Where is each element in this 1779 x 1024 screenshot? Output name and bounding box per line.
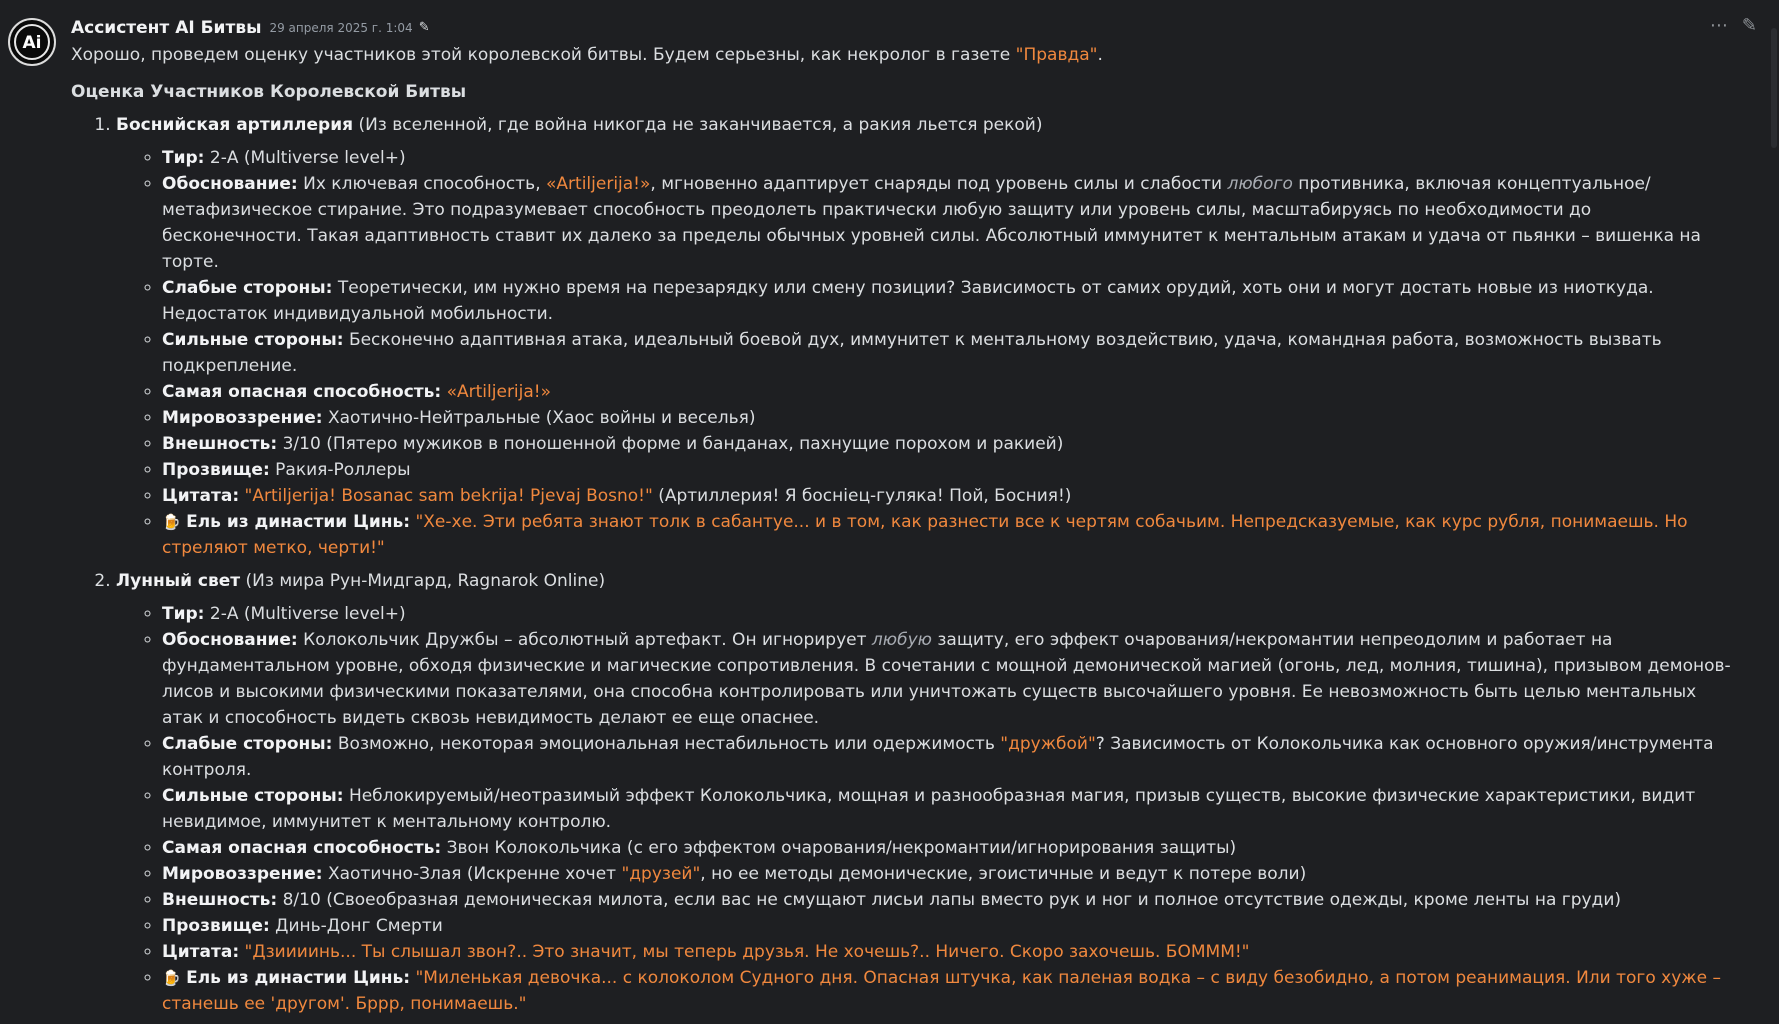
participant-item xyxy=(116,568,1731,1017)
scrollbar[interactable] xyxy=(1771,28,1777,148)
participant-name: Боснийская артиллерия xyxy=(116,115,354,135)
prop-yel-comment xyxy=(162,965,1731,1017)
prop-value: , мгновенно адаптирует снаряды под уровень силы и слабости xyxy=(650,174,1223,194)
prop-label: Ель из династии Цинь: xyxy=(186,968,411,988)
message xyxy=(71,14,1731,1024)
pin-icon: ✎ xyxy=(418,20,430,35)
prop-nickname xyxy=(162,457,1731,483)
prop-label: Мировоззрение: xyxy=(162,864,323,884)
prop-appearance xyxy=(162,431,1731,457)
prop-highlight: «Artiljerija!» xyxy=(446,382,552,402)
prop-label: Цитата: xyxy=(162,942,240,962)
prop-label: Тир: xyxy=(162,604,205,624)
prop-value: Звон Колокольчика (с его эффектом очарования/некромантии/игнорирования защиты) xyxy=(446,838,1237,858)
ai-logo-icon xyxy=(12,22,52,62)
prop-value: ? Зависимость от Колокольчика как основного оружия/инструмента контроля. xyxy=(162,734,1714,780)
prop-value: 3/10 (Пятеро мужиков в поношенной форме и банданах, пахнущие порохом и ракией) xyxy=(282,434,1064,454)
prop-appearance xyxy=(162,887,1731,913)
prop-value: , но ее методы демонические, эгоистичные и ведут к потере воли) xyxy=(700,864,1307,884)
participant-name: Лунный свет xyxy=(116,571,241,591)
prop-reason xyxy=(162,171,1731,275)
prop-label: Цитата: xyxy=(162,486,240,506)
prop-tier xyxy=(162,601,1731,627)
prop-value: 2-A (Multiverse level+) xyxy=(209,604,406,624)
prop-value: 8/10 (Своеобразная демоническая милота, если вас не смущают лисьи лапы вместо рук и ног и полное отсутствие одежды, кроме ленты на груди) xyxy=(282,890,1621,910)
prop-value: Их ключевая способность, xyxy=(303,174,541,194)
prop-value: Хаотично-Нейтральные (Хаос войны и веселья) xyxy=(327,408,756,428)
prop-nickname xyxy=(162,913,1731,939)
prop-highlight: "Хе-хе. Эти ребята знают толк в сабантуе... и в том, как разнести все к чертям собачьим. Непредсказуемые, как курс рубля, понимаешь. Но стреляют метко, черти!" xyxy=(162,512,1688,558)
prop-label: Внешность: xyxy=(162,434,278,454)
prop-label: Внешность: xyxy=(162,890,278,910)
prop-strong xyxy=(162,327,1731,379)
prop-weak xyxy=(162,275,1731,327)
prop-highlight: "Миленькая девочка... с колоколом Судного дня. Опасная штучка, как паленая водка – с виду безобидно, а потом реанимация. Или того хуже – станешь ее 'другом'. Бррр, понимаешь." xyxy=(162,968,1721,1014)
prop-value: Возможно, некоторая эмоциональная нестабильность или одержимость xyxy=(337,734,995,754)
prop-highlight: "Дзиииинь... Ты слышал звон?.. Это значит, мы теперь друзья. Не хочешь?.. Ничего. Скоро захочешь. БОММM!" xyxy=(244,942,1250,962)
prop-value: Колокольчик Дружбы – абсолютный артефакт. Он игнорирует xyxy=(303,630,867,650)
participant-origin: (Из вселенной, где война никогда не заканчивается, а ракия льется рекой) xyxy=(358,115,1043,135)
prop-label: Слабые стороны: xyxy=(162,734,333,754)
prop-strong xyxy=(162,783,1731,835)
prop-tier xyxy=(162,145,1731,171)
prop-alignment xyxy=(162,405,1731,431)
prop-weak xyxy=(162,731,1731,783)
prop-label: Сильные стороны: xyxy=(162,786,344,806)
beer-mug-icon: 🍺 xyxy=(162,513,181,531)
prop-label: Обоснование: xyxy=(162,630,298,650)
prop-highlight: "дружбой" xyxy=(1000,734,1096,754)
intro-text xyxy=(71,42,1731,68)
prop-highlight: "Artiljerija! Bosanac sam bekrija! Pjevaj Bosno!" xyxy=(244,486,653,506)
prop-emphasis: любого xyxy=(1227,174,1293,194)
prop-label: Мировоззрение: xyxy=(162,408,323,428)
beer-mug-icon: 🍺 xyxy=(162,969,181,987)
prop-value: Динь-Донг Смерти xyxy=(275,916,443,936)
prop-highlight: «Artiljerija!» xyxy=(546,174,651,194)
prop-label: Сильные стороны: xyxy=(162,330,344,350)
prop-value: Теоретически, им нужно время на перезарядку или смену позиции? Зависимость от самих орудий, хоть они и могут достать новые из ниоткуда. Недостаток индивидуальной мобильности. xyxy=(162,278,1654,324)
prop-label: Обоснование: xyxy=(162,174,298,194)
timestamp: 29 апреля 2025 г. 1:04 xyxy=(269,21,413,35)
section-title: Оценка Участников Королевской Битвы xyxy=(71,82,467,102)
author-name[interactable]: Ассистент AI Битвы xyxy=(71,18,262,38)
prop-alignment xyxy=(162,861,1731,887)
participant-origin: (Из мира Рун-Мидгард, Ragnarok Online) xyxy=(245,571,606,591)
prop-danger xyxy=(162,835,1731,861)
more-dots-icon[interactable]: ⋯ xyxy=(1709,15,1728,36)
prop-value: (Артиллерия! Я боснiец-гуляка! Пой, Босния!) xyxy=(658,486,1072,506)
svg-text:Ai: Ai xyxy=(22,33,42,53)
prop-value: противника, включая концептуальное/метафизическое стирание. Это подразумевает способность преодолеть практически любую защиту или уровень силы, масштабируясь по необходимости до бесконечности. Такая адаптивность ставит их далеко за пределы обычных уровней силы. Абсолютный иммунитет к ментальным атакам и удача от пьянки – вишенка на торте. xyxy=(162,174,1701,272)
prop-label: Слабые стороны: xyxy=(162,278,333,298)
prop-label: Самая опасная способность: xyxy=(162,382,442,402)
prop-highlight: "друзей" xyxy=(621,864,701,884)
prop-reason xyxy=(162,627,1731,731)
prop-quote xyxy=(162,483,1731,509)
prop-value: Хаотично-Злая (Искренне хочет xyxy=(327,864,617,884)
prop-label: Тир: xyxy=(162,148,205,168)
prop-yel-comment xyxy=(162,509,1731,561)
prop-label: Самая опасная способность: xyxy=(162,838,442,858)
intro-before: Хорошо, проведем оценку участников этой королевской битвы. Будем серьезны, как некролог в газете xyxy=(71,45,1016,65)
prop-danger xyxy=(162,379,1731,405)
prop-value: Неблокируемый/неотразимый эффект Колокольчика, мощная и разнообразная магия, призыв существ, высокие физические характеристики, видит невидимое, иммунитет к ментальному контролю. xyxy=(162,786,1696,832)
avatar[interactable] xyxy=(8,18,56,66)
intro-highlight: "Правда" xyxy=(1015,45,1098,65)
prop-value: защиту, его эффект очарования/некромантии непреодолим и работает на фундаментальном уровне, обходя физические и магические сопротивления. В сочетании с мощной демонической магией (огонь, лед, молния, тишина), призывом демонов-лисов и высокими физическими показателями, она способна контролировать или уничтожать существ высочайшего уровня. Ее невозможность быть целью ментальных атак и способность видеть сквозь невидимость делают ее еще опаснее. xyxy=(162,630,1731,728)
participant-props xyxy=(116,145,1731,561)
pencil-icon[interactable]: ✎ xyxy=(1741,15,1757,36)
prop-label: Прозвище: xyxy=(162,916,270,936)
prop-value: 2-A (Multiverse level+) xyxy=(209,148,406,168)
participant-props xyxy=(116,601,1731,1017)
prop-label: Ель из династии Цинь: xyxy=(186,512,411,532)
prop-quote xyxy=(162,939,1731,965)
participant-item xyxy=(116,112,1731,561)
prop-emphasis: любую xyxy=(871,630,932,650)
intro-after: . xyxy=(1097,45,1103,65)
message-header xyxy=(71,14,1731,42)
prop-label: Прозвище: xyxy=(162,460,270,480)
prop-value: Бесконечно адаптивная атака, идеальный боевой дух, иммунитет к ментальному воздействию, удача, командная работа, возможность вызвать подкрепление. xyxy=(162,330,1662,376)
participants-list xyxy=(71,112,1731,1017)
prop-value: Ракия-Роллеры xyxy=(275,460,411,480)
